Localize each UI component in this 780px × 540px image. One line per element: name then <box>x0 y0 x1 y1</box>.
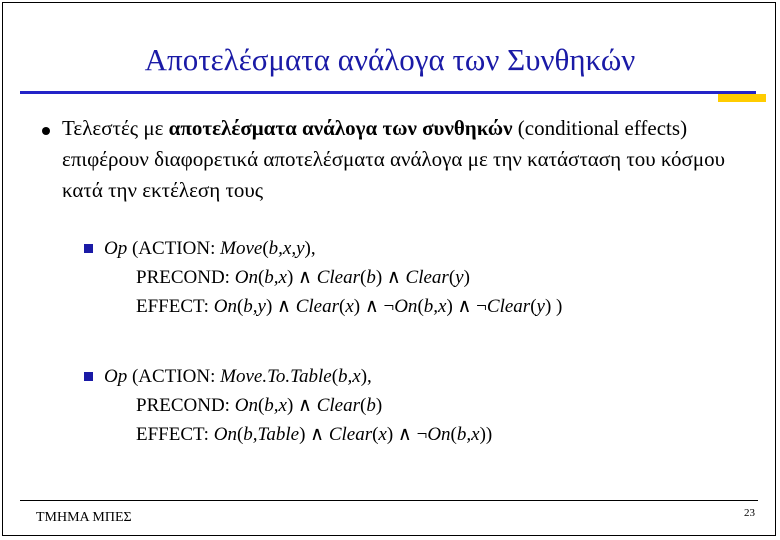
conj: ) ∧ <box>286 267 317 288</box>
operator-move <box>104 234 562 321</box>
paren: ( <box>331 366 339 387</box>
pred: On <box>394 296 418 317</box>
paren: ) ) <box>544 296 563 317</box>
pred: On <box>234 267 258 288</box>
paren: ( <box>372 424 379 445</box>
pred: On <box>234 395 258 416</box>
args: x <box>345 296 354 317</box>
bullet-dot-icon <box>42 127 50 135</box>
paren: ( <box>450 424 457 445</box>
action-label: (ACTION: <box>127 238 221 259</box>
paren: ( <box>448 267 456 288</box>
effect-label: EFFECT: <box>136 424 214 445</box>
slide-title: Αποτελέσματα ανάλογα των Συνθηκών <box>144 42 636 77</box>
paren: ( <box>417 296 424 317</box>
footer-divider <box>20 500 758 501</box>
pred: Clear <box>295 296 339 317</box>
paren: ( <box>257 395 265 416</box>
page-number: 23 <box>744 507 755 519</box>
paren: ( <box>257 267 265 288</box>
args: b,x <box>423 296 447 317</box>
paren: ( <box>359 267 367 288</box>
precond-label: PRECOND: <box>136 395 235 416</box>
conj: ) ∧ <box>375 267 406 288</box>
action-label: (ACTION: <box>127 366 221 387</box>
paren: ), <box>304 238 316 259</box>
para-text-rest: (conditional effects) επιφέρουν διαφορετικά αποτελέσματα ανάλογα με την κατάσταση του κόσμου κατά την εκτέλεση τους <box>62 116 726 202</box>
pred: Clear <box>328 424 373 445</box>
operator-move-to-table <box>104 362 492 449</box>
main-paragraph <box>62 113 742 206</box>
paren: ( <box>359 395 367 416</box>
args: b <box>366 395 376 416</box>
square-bullet-icon <box>84 372 93 381</box>
paren: ( <box>236 296 244 317</box>
precond-label: PRECOND: <box>136 267 235 288</box>
pred: Clear <box>316 395 360 416</box>
para-text: Τελεστές με <box>62 116 169 140</box>
footer-department: ΤΜΗΜΑ ΜΠΕΣ <box>36 510 132 525</box>
paren: )) <box>479 424 493 445</box>
para-bold-text: αποτελέσματα ανάλογα των συνθηκών <box>168 116 513 140</box>
args: b <box>366 267 376 288</box>
pred: Clear <box>486 296 531 317</box>
args: b,x <box>264 267 287 288</box>
action-name: Move.To.Table <box>220 366 332 387</box>
args: y <box>455 267 464 288</box>
conj: ) ∧ ¬ <box>353 296 395 317</box>
op-keyword: Op <box>104 366 128 387</box>
args: b,Table <box>243 424 300 445</box>
action-name: Move <box>220 238 263 259</box>
paren: ( <box>338 296 346 317</box>
args: y <box>536 296 545 317</box>
args: b,y <box>243 296 266 317</box>
pred: On <box>213 296 237 317</box>
pred: Clear <box>405 267 449 288</box>
args: x <box>378 424 387 445</box>
conj: ) ∧ ¬ <box>446 296 487 317</box>
paren: ), <box>360 366 372 387</box>
square-bullet-icon <box>84 244 93 253</box>
conj: ) ∧ <box>265 296 296 317</box>
pred: On <box>427 424 451 445</box>
paren: ( <box>236 424 244 445</box>
args: b,x <box>456 424 480 445</box>
args: b,x <box>264 395 287 416</box>
args: b,x <box>338 366 361 387</box>
conj: ) ∧ <box>299 424 329 445</box>
effect-label: EFFECT: <box>136 296 214 317</box>
paren: ) <box>463 267 470 288</box>
args: b,x,y <box>268 238 305 259</box>
title-underline <box>20 91 756 94</box>
accent-bar <box>718 94 766 102</box>
paren: ) <box>375 395 383 416</box>
conj: ) ∧ <box>286 395 317 416</box>
paren: ( <box>262 238 269 259</box>
pred: Clear <box>316 267 360 288</box>
conj: ) ∧ ¬ <box>386 424 428 445</box>
pred: On <box>213 424 237 445</box>
op-keyword: Op <box>104 238 128 259</box>
paren: ( <box>530 296 537 317</box>
